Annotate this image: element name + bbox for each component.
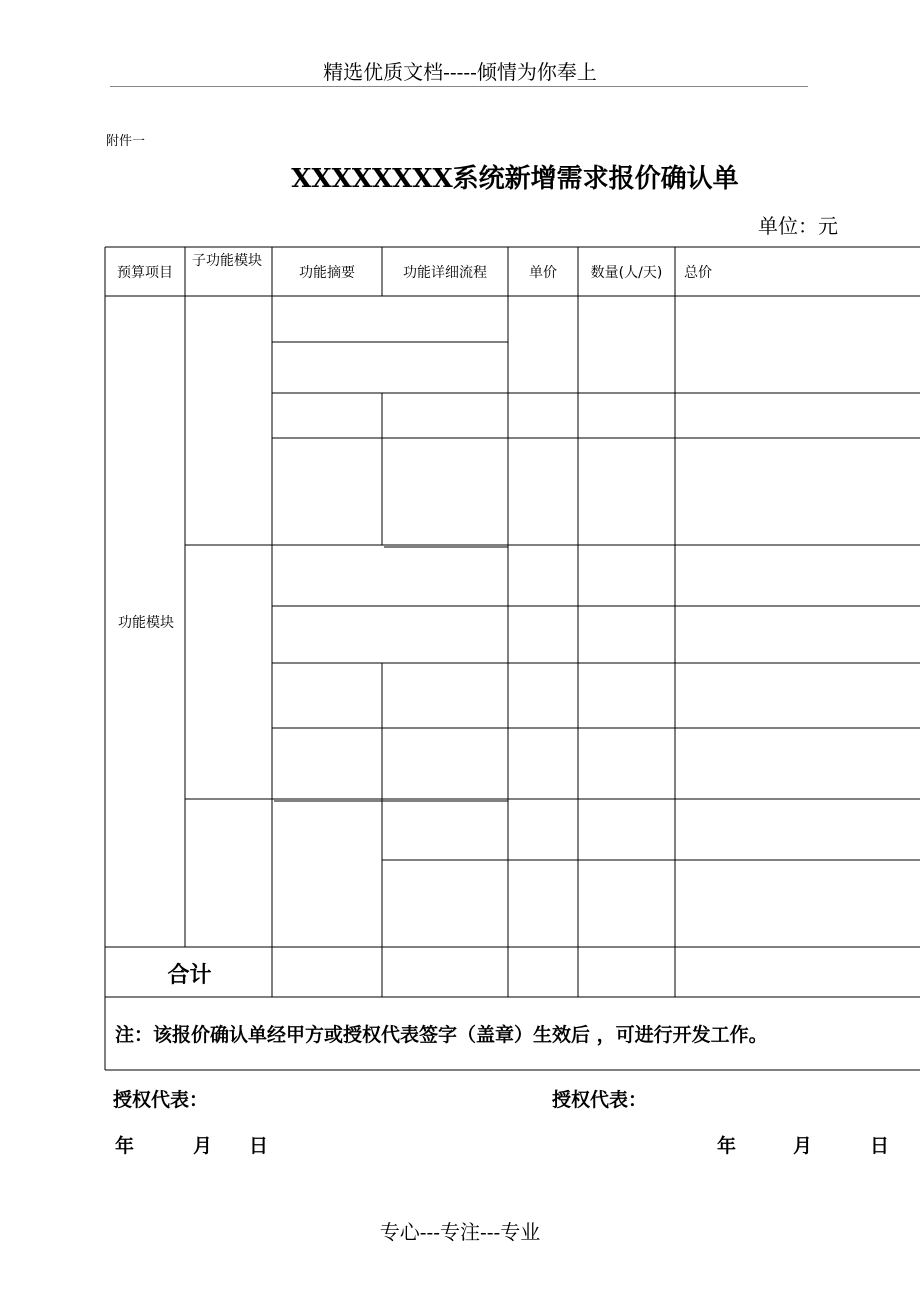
- left-date-day: 日: [249, 1135, 269, 1157]
- col-header-quantity: 数量(人/天): [590, 265, 663, 281]
- right-date-year: 年: [717, 1135, 737, 1157]
- unit-label: 单位：元: [758, 214, 838, 238]
- right-authorized-rep: 授权代表：: [552, 1089, 648, 1111]
- left-date-month: 月: [193, 1135, 213, 1157]
- col-header-unit-price: 单价: [529, 265, 557, 281]
- col-header-detail-flow: 功能详细流程: [403, 265, 487, 281]
- annex-label: 附件一: [106, 134, 146, 149]
- total-row-label: 合计: [167, 963, 212, 988]
- left-date-year: 年: [115, 1135, 135, 1157]
- page-header: 精选优质文档-----倾情为你奉上: [323, 60, 597, 84]
- document-title: XXXXXXXX系统新增需求报价确认单: [291, 164, 739, 194]
- col-header-sub-module: 子功能模块: [192, 253, 262, 269]
- col-header-budget-item: 预算项目: [117, 265, 173, 281]
- confirmation-note: 注：该报价确认单经甲方或授权代表签字（盖章）生效后 ，可进行开发工作。: [115, 1024, 768, 1046]
- left-authorized-rep: 授权代表：: [113, 1089, 209, 1111]
- right-date-month: 月: [793, 1135, 813, 1157]
- page-footer: 专心---专注---专业: [379, 1220, 541, 1244]
- col-header-summary: 功能摘要: [299, 265, 355, 281]
- right-date-day: 日: [870, 1135, 890, 1157]
- col-header-total-price: 总价: [684, 265, 712, 281]
- budget-item-function-module: 功能模块: [118, 615, 174, 631]
